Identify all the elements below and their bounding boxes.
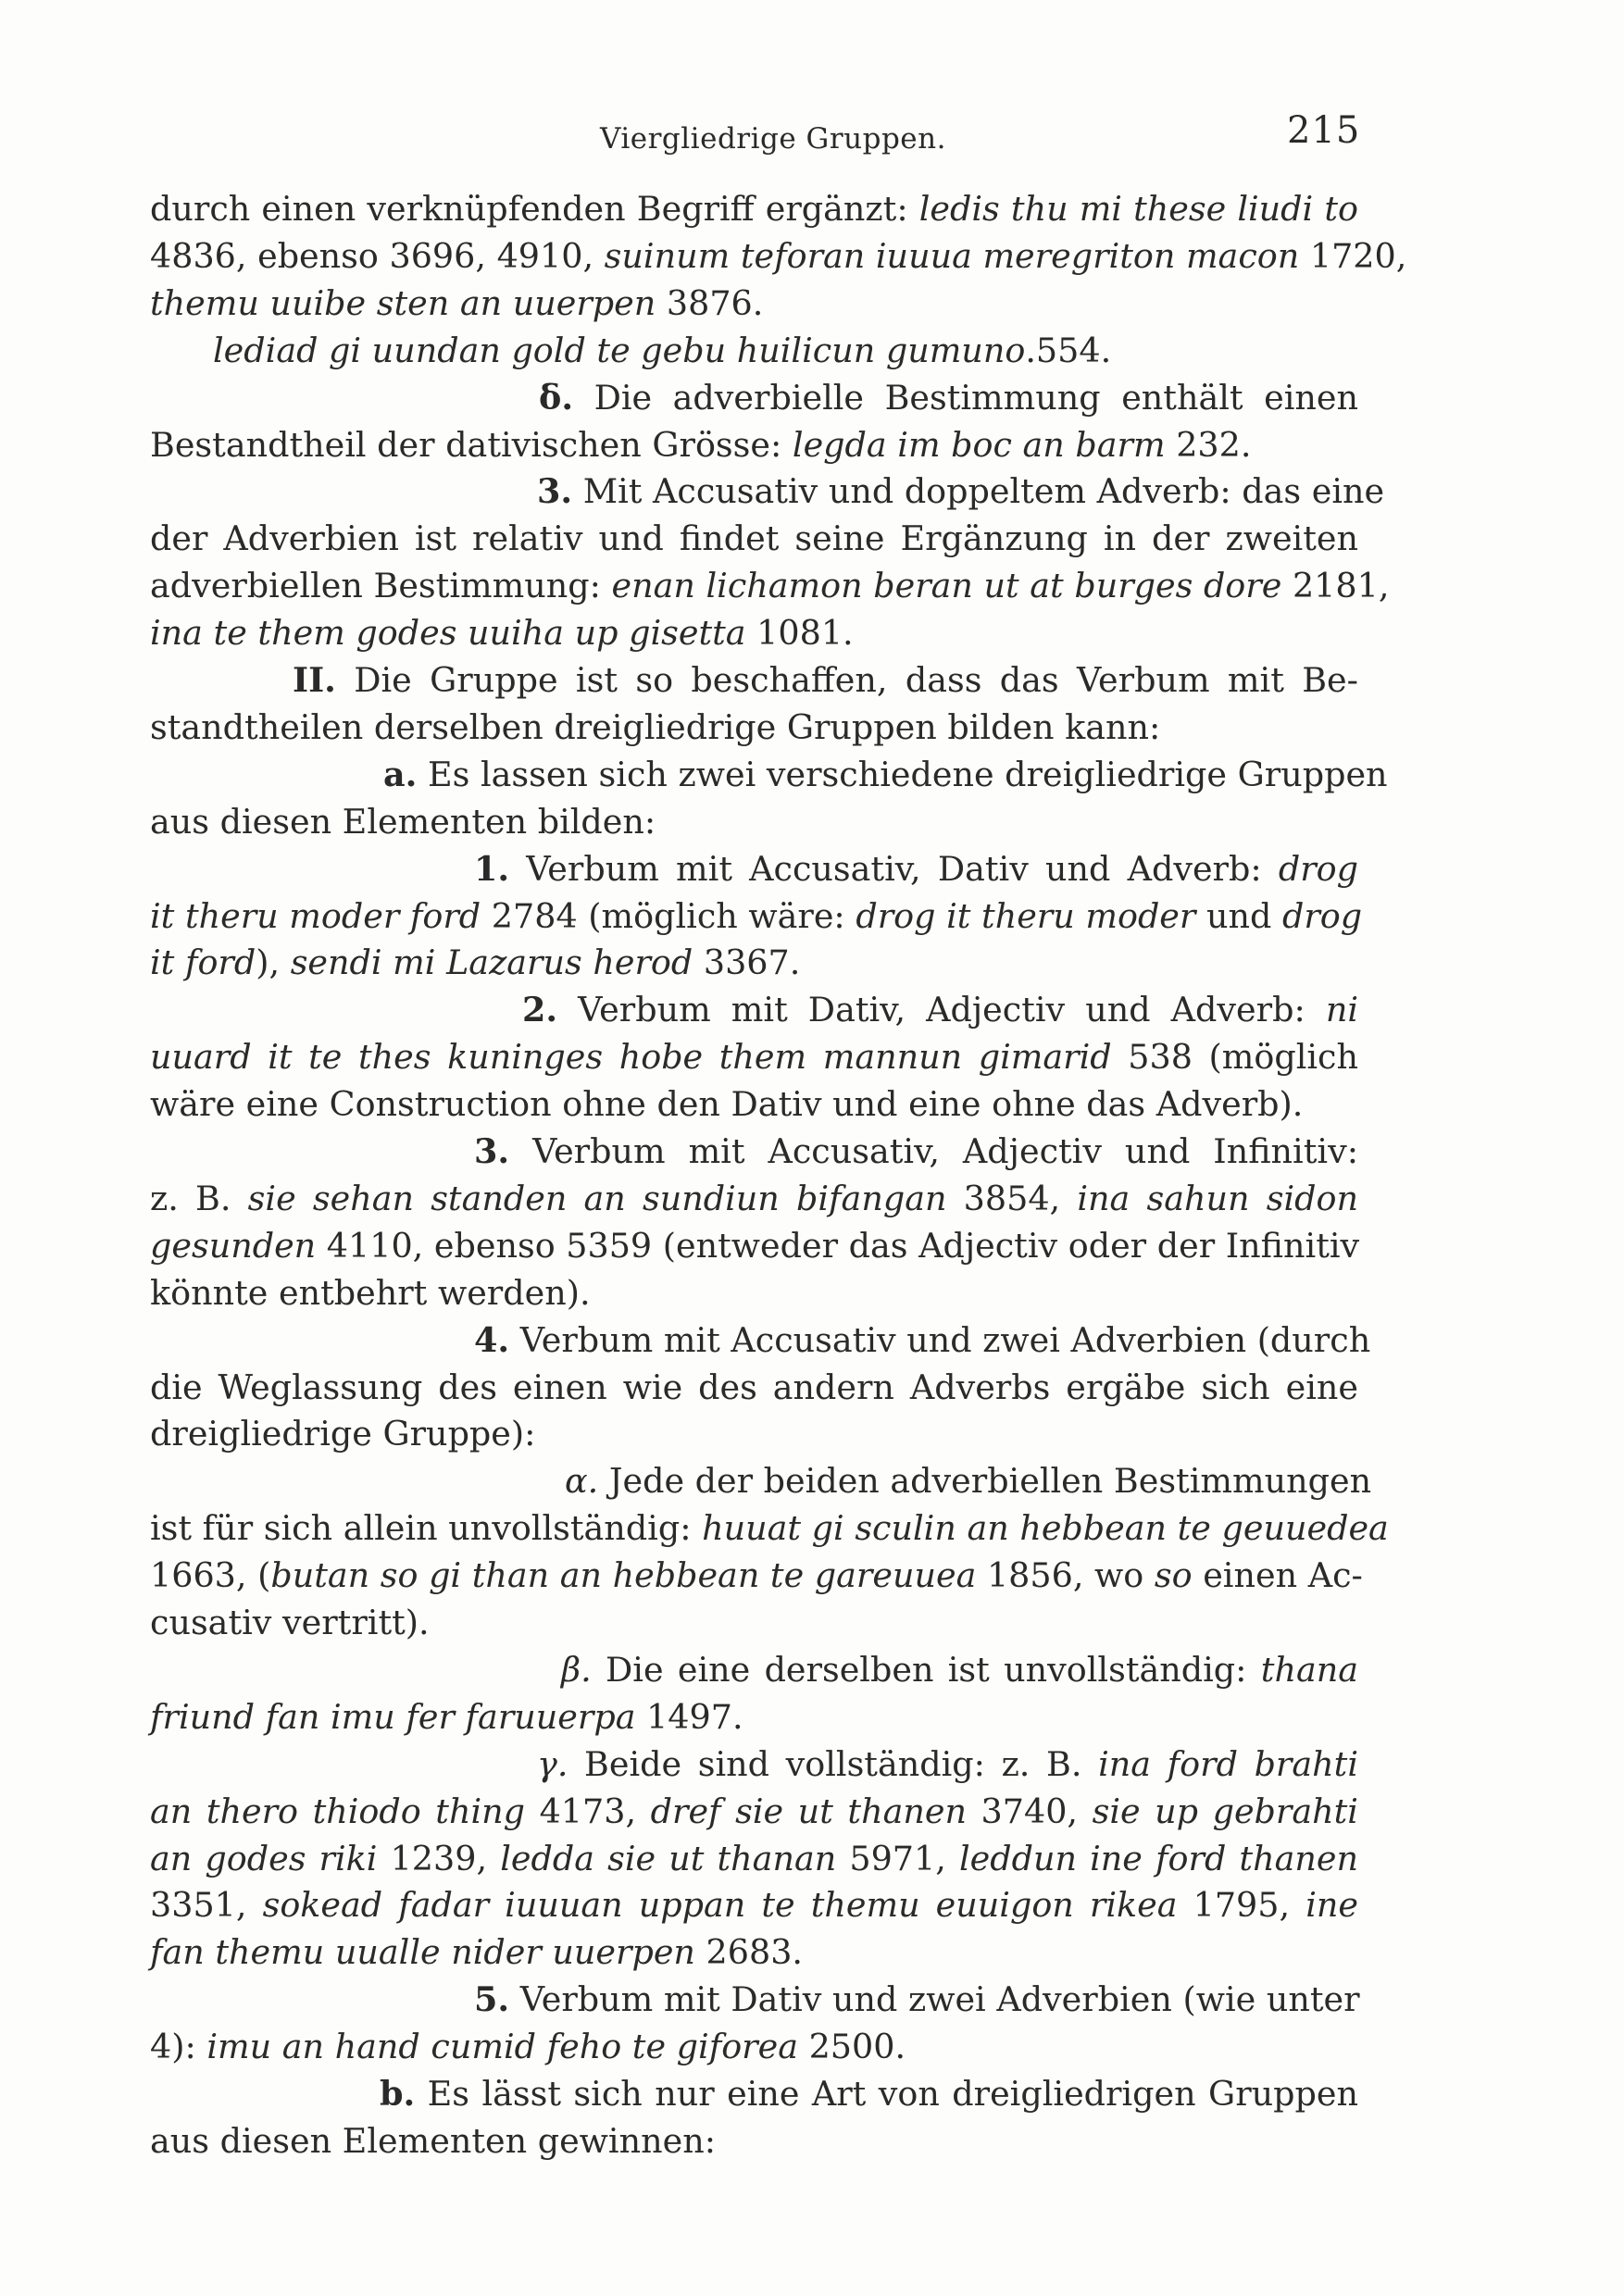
text-line	[150, 186, 1358, 232]
text-line	[150, 1034, 1358, 1080]
text-span: 2181,	[1281, 566, 1390, 606]
text-span: 4173,	[525, 1791, 651, 1831]
text-span: die Weglassung des einen wie des andern Adverbs ergäbe sich eine	[150, 1366, 1358, 1407]
text-line	[150, 1600, 1358, 1646]
text-span: durch einen verknüpfenden Begriff ergänzt:	[150, 189, 919, 229]
text-span: 4110, ebenso 5359 (entweder das Adjectiv oder der Infinitiv	[316, 1225, 1360, 1266]
text-span: 3351,	[150, 1885, 263, 1926]
text-line	[150, 799, 1358, 845]
text-span: Jede der beiden adverbiellen Bestimmungen	[598, 1461, 1372, 1502]
text-span: Die eine derselben ist unvollständig:	[591, 1649, 1261, 1690]
text-line	[474, 846, 1358, 892]
italic-citation: ledis thu mi these liudi to	[918, 189, 1358, 229]
page-number: 215	[1287, 109, 1361, 152]
text-line	[150, 2118, 1358, 2165]
text-span: 2784 (möglich wäre:	[481, 895, 856, 936]
italic-citation: dref sie ut thanen	[650, 1791, 967, 1831]
italic-citation: so	[1154, 1555, 1193, 1596]
enumeration-marker: a.	[383, 754, 418, 794]
text-line	[150, 422, 1358, 468]
italic-citation: suinum teforan iuuua meregriton macon	[604, 235, 1300, 276]
text-span: 2500.	[797, 2027, 906, 2067]
text-line	[537, 468, 1385, 515]
text-line	[150, 893, 1363, 940]
enumeration-marker: b.	[380, 2074, 416, 2114]
text-line	[522, 987, 1358, 1033]
text-span: z. B.	[150, 1178, 248, 1218]
text-line	[150, 1411, 1358, 1457]
text-span: Mit Accusativ und doppeltem Adverb: das eine	[572, 471, 1385, 512]
text-span: wäre eine Construction ohne den Dativ und eine ohne das Adverb).	[150, 1084, 1304, 1125]
italic-citation: α.	[565, 1461, 599, 1502]
italic-citation: imu an hand cumid feho te giforea	[206, 2027, 798, 2067]
italic-citation: an godes riki	[150, 1838, 378, 1878]
text-span: Verbum mit Accusativ, Dativ und Adverb:	[509, 848, 1279, 889]
text-line	[150, 1882, 1358, 1928]
text-line	[150, 233, 1407, 280]
text-line	[539, 375, 1358, 421]
text-span: 4):	[150, 2027, 207, 2067]
text-span: 3854,	[946, 1178, 1078, 1218]
text-span: 232.	[1165, 424, 1252, 465]
text-line	[150, 281, 1358, 327]
text-span: 1795,	[1177, 1885, 1306, 1926]
text-span: ist für sich allein unvollständig:	[150, 1508, 703, 1549]
italic-citation: leddun ine ford thanen	[958, 1838, 1358, 1878]
italic-citation: sie up gebrahti	[1092, 1791, 1358, 1831]
italic-citation: ledda sie ut thanan	[500, 1838, 837, 1878]
text-span: 3367.	[693, 942, 801, 983]
italic-citation: friund fan imu fer faruuerpa	[150, 1696, 636, 1737]
italic-citation: huuat gi sculin an hebbean te geuuedea	[702, 1508, 1389, 1549]
text-span: dreigliedrige Gruppe):	[150, 1414, 536, 1454]
text-span: Es lässt sich nur eine Art von dreigliedrigen Gruppen	[415, 2074, 1358, 2114]
italic-citation: gesunden	[150, 1225, 317, 1266]
enumeration-marker: δ.	[539, 377, 574, 418]
italic-citation: sokead fadar iuuuan uppan te themu euuigon rikea	[262, 1885, 1178, 1926]
text-line	[565, 1458, 1372, 1504]
text-line	[383, 752, 1388, 798]
text-span: aus diesen Elementen bilden:	[150, 801, 656, 842]
text-span: .554.	[1025, 330, 1112, 370]
italic-citation: butan so gi than an hebbean te gareuuea	[270, 1555, 977, 1596]
text-span: 1081.	[745, 613, 854, 654]
text-line	[213, 328, 1358, 374]
italic-citation: uuard it te thes kuninges hobe them mannun gimarid	[150, 1037, 1112, 1078]
text-span: aus diesen Elementen gewinnen:	[150, 2120, 717, 2161]
enumeration-marker: 4.	[474, 1319, 510, 1360]
italic-citation: fan themu uualle nider uuerpen	[150, 1932, 695, 1973]
text-line	[150, 1081, 1358, 1128]
italic-citation: ina ford brahti	[1098, 1743, 1358, 1784]
italic-citation: lediad gi uundan gold te gebu huilicun gumuno	[213, 330, 1026, 370]
text-span: 1720,	[1299, 235, 1407, 276]
text-span: 538 (möglich	[1111, 1037, 1359, 1078]
text-span: 4836, ebenso 3696, 4910,	[150, 235, 605, 276]
enumeration-marker: II.	[293, 660, 336, 700]
italic-citation: sie sehan standen an sundiun bifangan	[247, 1178, 947, 1218]
text-line	[474, 1977, 1358, 2023]
running-header: Viergliedrige Gruppen.	[600, 122, 946, 156]
text-span: der Adverbien ist relativ und findet seine Ergänzung in der zweiten	[150, 518, 1358, 559]
text-line	[150, 563, 1390, 609]
text-span: Verbum mit Dativ und zwei Adverbien (wie unter	[509, 1979, 1360, 2020]
italic-citation: ni	[1325, 990, 1358, 1030]
text-span: 3876.	[656, 282, 764, 323]
text-line	[474, 1317, 1371, 1364]
text-span: ),	[256, 942, 291, 983]
text-span: 1239,	[377, 1838, 501, 1878]
text-line	[380, 2071, 1358, 2117]
text-line	[293, 657, 1358, 704]
text-span: und	[1195, 895, 1282, 936]
text-span: Die Gruppe ist so beschaffen, dass das Verbum mit Be-	[335, 660, 1358, 700]
text-line	[150, 1553, 1363, 1599]
text-span: 3740,	[966, 1791, 1093, 1831]
text-span: standtheilen derselben dreigliedrige Gruppen bilden kann:	[150, 706, 1161, 747]
text-line	[150, 1176, 1358, 1222]
text-line	[150, 1505, 1389, 1552]
text-line	[150, 1836, 1358, 1882]
text-line	[150, 1270, 1358, 1316]
text-span: Verbum mit Accusativ und zwei Adverbien (durch	[509, 1319, 1371, 1360]
text-span: könnte entbehrt werden).	[150, 1272, 591, 1313]
text-line	[537, 1741, 1358, 1788]
enumeration-marker: 3.	[537, 471, 573, 512]
text-line	[150, 940, 1358, 986]
text-line	[150, 705, 1358, 751]
enumeration-marker: 1.	[474, 848, 510, 889]
text-span: 5971,	[836, 1838, 959, 1878]
text-span: 1856, wo	[976, 1555, 1155, 1596]
italic-citation: ine	[1305, 1885, 1358, 1926]
text-span: Bestandtheil der dativischen Grösse:	[150, 424, 793, 465]
enumeration-marker: 5.	[474, 1979, 510, 2020]
text-line	[150, 1365, 1358, 1411]
italic-citation: it theru moder ford	[150, 895, 481, 936]
italic-citation: enan lichamon beran ut at burges dore	[611, 566, 1282, 606]
italic-citation: sendi mi Lazarus herod	[290, 942, 693, 983]
text-line	[474, 1129, 1358, 1175]
italic-citation: legda im boc an barm	[792, 424, 1166, 465]
text-line	[150, 516, 1358, 562]
italic-citation: drog	[1281, 895, 1363, 936]
italic-citation: drog it theru moder	[856, 895, 1196, 936]
text-span: cusativ vertritt).	[150, 1603, 430, 1642]
text-span: Verbum mit Accusativ, Adjectiv und Infinitiv:	[509, 1131, 1358, 1171]
text-line	[561, 1647, 1358, 1693]
text-line	[150, 1929, 1358, 1976]
text-span: einen Ac-	[1192, 1555, 1363, 1596]
text-span: 1497.	[635, 1696, 743, 1737]
text-span: adverbiellen Bestimmung:	[150, 566, 612, 606]
text-line	[150, 1789, 1358, 1835]
italic-citation: thana	[1260, 1649, 1358, 1690]
text-line	[150, 2024, 1358, 2070]
text-span: Es lassen sich zwei verschiedene dreigliedrige Gruppen	[417, 754, 1388, 794]
enumeration-marker: 3.	[474, 1131, 510, 1171]
italic-citation: themu uuibe sten an uuerpen	[150, 282, 656, 323]
text-span: 1663, (	[150, 1555, 271, 1596]
text-span: Die adverbielle Bestimmung enthält einen	[573, 377, 1358, 418]
italic-citation: ina sahun sidon	[1077, 1178, 1358, 1218]
italic-citation: an thero thiodo thing	[150, 1791, 526, 1831]
italic-citation: drog	[1278, 848, 1358, 889]
italic-citation: β.	[561, 1649, 592, 1690]
italic-citation: it ford	[150, 942, 256, 983]
text-line	[150, 1694, 1358, 1741]
enumeration-marker: 2.	[522, 990, 558, 1030]
italic-citation: γ.	[537, 1743, 568, 1784]
text-span: Beide sind vollständig: z. B.	[568, 1743, 1099, 1784]
italic-citation: ina te them godes uuiha up gisetta	[150, 613, 746, 654]
text-line	[150, 610, 1358, 656]
text-line	[150, 1223, 1358, 1269]
text-span: 2683.	[694, 1932, 804, 1973]
text-span: Verbum mit Dativ, Adjectiv und Adverb:	[557, 990, 1326, 1030]
